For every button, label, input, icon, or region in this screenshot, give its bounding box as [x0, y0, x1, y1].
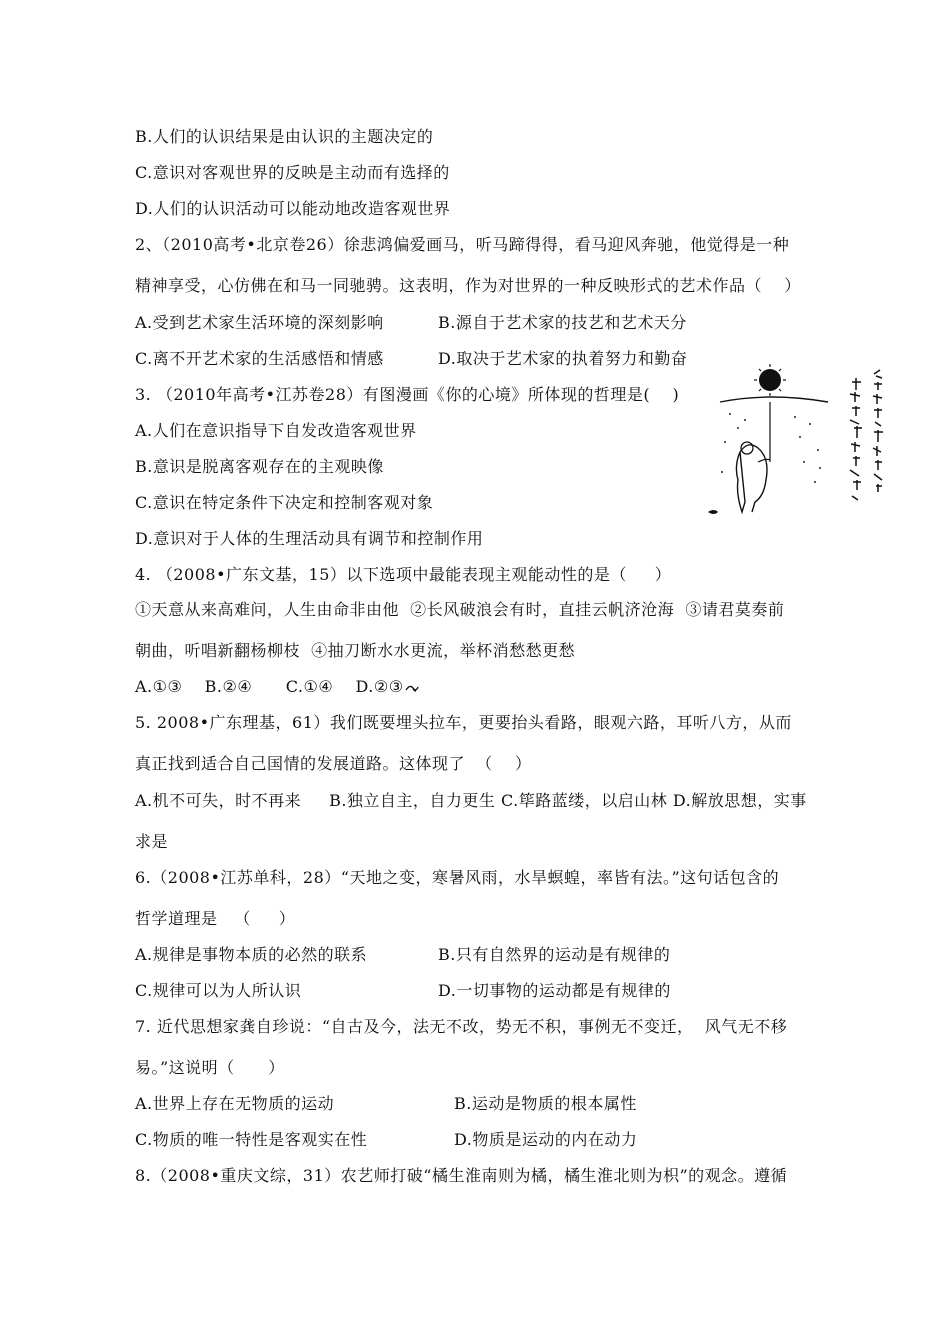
question-5-stem: 5. 2008•广东理基，61）我们既要埋头拉车，更要抬头看路，眼观六路，耳听八方，从而 — [135, 713, 792, 732]
cartoon-drawing — [700, 362, 900, 532]
option-c-q2: C.离不开艺术家的生活感悟和情感 — [135, 349, 384, 368]
question-5-options-cont: 求是 — [135, 832, 169, 851]
option-c-q6: C.规律可以为人所认识 — [135, 981, 302, 1000]
question-2-stem-cont: 精神享受，心仿佛在和马一同驰骋。这表明，作为对世界的一种反映形式的艺术作品（ ） — [135, 276, 801, 295]
option-a-q6: A.规律是事物本质的必然的联系 — [135, 945, 368, 964]
option-b-q3: B.意识是脱离客观存在的主观映像 — [135, 457, 384, 476]
question-6-stem-cont: 哲学道理是 （ ） — [135, 909, 296, 928]
question-2-stem: 2、（2010高考•北京卷26）徐悲鸿偏爱画马，听马蹄得得，看马迎风奔驰，他觉得是一种 — [135, 235, 790, 254]
question-3-stem: 3. （2010年高考•江苏卷28）有图漫画《你的心境》所体现的哲理是( ) — [135, 385, 680, 404]
question-5-stem-cont: 真正找到适合自己国情的发展道路。这体现了 （ ） — [135, 754, 532, 773]
option-c-q7: C.物质的唯一特性是客观实在性 — [135, 1130, 368, 1149]
question-7-stem-cont: 易。”这说明（ ） — [135, 1058, 285, 1077]
scribble-mark-icon — [404, 682, 420, 694]
option-b-q1: B.人们的认识结果是由认识的主题决定的 — [135, 127, 434, 146]
question-4-stem: 4. （2008•广东文基，15）以下选项中最能表现主观能动性的是（ ） — [135, 565, 672, 584]
option-a-q2: A.受到艺术家生活环境的深刻影响 — [135, 313, 384, 332]
option-c-q3: C.意识在特定条件下决定和控制客观对象 — [135, 493, 434, 512]
question-6-stem: 6.（2008•江苏单科，28）“天地之变，寒暑风雨，水旱螟蝗，率皆有法。”这句话包含的 — [135, 868, 780, 887]
question-4-items-cont: 朝曲，听唱新翻杨柳枝 ④抽刀断水水更流，举杯消愁愁更愁 — [135, 641, 576, 660]
cartoon-your-mood — [700, 362, 900, 532]
option-d-q3: D.意识对于人体的生理活动具有调节和控制作用 — [135, 529, 484, 548]
option-d-q7: D.物质是运动的内在动力 — [454, 1130, 638, 1149]
question-7-stem: 7. 近代思想家龚自珍说：“自古及今，法无不改，势无不积，事例无不变迁， 风气无不移 — [135, 1017, 788, 1036]
option-c-q1: C.意识对客观世界的反映是主动而有选择的 — [135, 163, 450, 182]
option-a-q7: A.世界上存在无物质的运动 — [135, 1094, 335, 1113]
question-4-options: A.①③ B.②④ C.①④ D.②③ — [135, 677, 420, 697]
option-d-q1: D.人们的认识活动可以能动地改造客观世界 — [135, 199, 451, 218]
question-5-options: A.机不可失，时不再来 B.独立自主，自力更生 C.筚路蓝缕，以启山林 D.解放思想，实事 — [135, 791, 807, 810]
option-b-q6: B.只有自然界的运动是有规律的 — [438, 945, 671, 964]
option-b-q2: B.源自于艺术家的技艺和艺术天分 — [438, 313, 687, 332]
option-d-q2: D.取决于艺术家的执着努力和勤奋 — [438, 349, 688, 368]
option-d-q6: D.一切事物的运动都是有规律的 — [438, 981, 671, 1000]
question-4-items: ①天意从来高难问，人生由命非由他 ②长风破浪会有时，直挂云帆济沧海 ③请君莫奏前 — [135, 600, 785, 619]
option-a-q3: A.人们在意识指导下自发改造客观世界 — [135, 421, 417, 440]
question-8-stem: 8.（2008•重庆文综，31）农艺师打破“橘生淮南则为橘，橘生淮北则为枳”的观念。遵循 — [135, 1166, 788, 1185]
option-b-q7: B.运动是物质的根本属性 — [454, 1094, 637, 1113]
